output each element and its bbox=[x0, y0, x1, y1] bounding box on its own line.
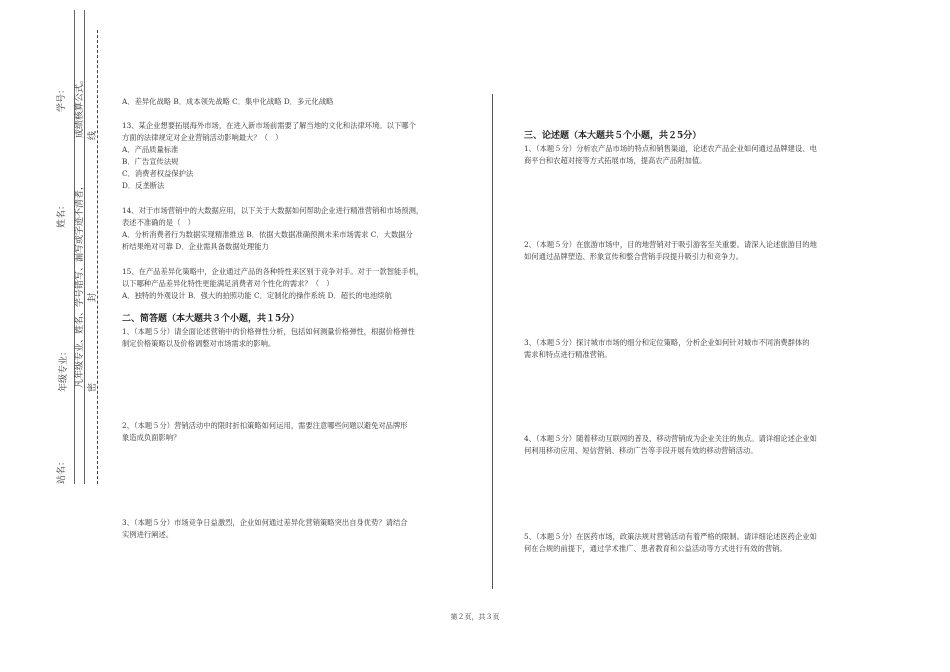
short-answer-1: 1、（本题５分）请全面论述营销中的价格弹性分析，包括如何测量价格弹性，根据价格弹性 制定价格策略以及价格调整对市场需求的影响。 bbox=[122, 327, 415, 348]
question-14: 14、对于市场营销中的大数据应用，以下关于大数据如何帮助企业进行精准营销和市场预测， 表述不准确的是（ ） A．分析消费者行为数据实现精准推送 B．依据大数据准确预测未来市场需求 C．大数据分 析结果绝对可靠 D．企业需具备数据处理能力 bbox=[122, 206, 424, 251]
page-footer: 第２页，共３页 bbox=[450, 613, 500, 621]
section-3-title: 三、论述题（本大题共５个小题，共２5分） bbox=[524, 131, 702, 141]
right-column bbox=[524, 130, 864, 555]
margin-name: 姓名： bbox=[57, 200, 67, 228]
essay-5: 5、（本题５分）在医药市场，政策法规对营销活动有着严格的限制。请详细论述医药企业如 何在合规的前提下，通过学术推广、患者教育和公益活动等方式进行有效的营销。 bbox=[524, 532, 817, 553]
margin-warning: 凡年级专业、姓名、学号错写、漏写或字迹不清者， bbox=[75, 180, 85, 388]
column-divider bbox=[492, 94, 493, 589]
margin-seal-feng: 封 bbox=[88, 292, 98, 302]
essay-1: 1、（本题５分）分析农产品市场的特点和销售渠道，论述农产品企业如何通过品牌建设、电 商平台和农超对接等方式拓展市场，提高农产品附加值。 bbox=[524, 144, 817, 165]
q13-option-b: B．广告宣传法规 bbox=[122, 157, 179, 166]
margin-dashed-line bbox=[97, 30, 98, 484]
margin-seal-line: 线 bbox=[88, 130, 98, 140]
short-answer-3: 3、（本题５分）市场竞争日益激烈，企业如何通过差异化营销策略突出自身优势？请结合 实例进行阐述。 bbox=[122, 518, 408, 539]
margin-grade-major: 年级专业： bbox=[59, 346, 69, 392]
essay-2: 2、（本题５分）在旅游市场中，目的地营销对于吸引游客至关重要。请深入论述旅游目的地 如何通过品牌塑造、形象宣传和整合营销手段提升吸引力和竞争力。 bbox=[524, 240, 817, 261]
q12-options: A．差异化战略 B．成本领先战略 C．集中化战略 D．多元化战略 bbox=[122, 97, 334, 106]
question-15: 15、在产品差异化策略中，企业通过产品的各种特性来区别于竞争对手。对于一款智能手机， 以下哪种产品差异化特性更能满足消费者对个性化的需求？（ ） A．独特的外观设计 B．强大的拍照功能 C．定制化的操作系统 D．超长的电池续航 bbox=[122, 267, 424, 300]
section-2-title: 二、简答题（本大题共３个小题，共１5分） bbox=[122, 314, 300, 324]
short-answer-2: 2、（本题５分）营销活动中的限时折扣策略如何运用，需要注意哪些问题以避免对品牌形 象造成负面影响？ bbox=[122, 421, 408, 442]
q13-option-a: A．产品质量标准 bbox=[122, 145, 179, 154]
question-13: 13、某企业想要拓展海外市场，在进入新市场前需要了解当地的文化和法律环境。以下哪个 方面的法律规定对企业营销活动影响最大？（ ） A．产品质量标准 B．广告宣传法规 C．消费者权益保护法 D．反垄断法 bbox=[122, 120, 472, 192]
q13-option-d: D．反垄断法 bbox=[122, 181, 165, 190]
essay-3: 3、（本题５分）探讨城市市场的细分和定位策略，分析企业如何针对城市不同消费群体的 需求和特点进行精准营销。 bbox=[524, 338, 810, 359]
margin-site: 站名： bbox=[57, 456, 67, 484]
margin-formula: 成绩核算公式。 bbox=[75, 74, 85, 138]
left-column bbox=[122, 96, 472, 541]
margin-student-id: 学号： bbox=[57, 84, 67, 112]
q13-option-c: C．消费者权益保护法 bbox=[122, 169, 194, 178]
essay-4: 4、（本题５分）随着移动互联网的普及，移动营销成为企业关注的焦点。请详细论述企业如 何利用移动应用、短信营销、移动广告等手段开展有效的移动营销活动。 bbox=[524, 434, 817, 455]
margin-seal-mi: 密 bbox=[88, 382, 98, 392]
